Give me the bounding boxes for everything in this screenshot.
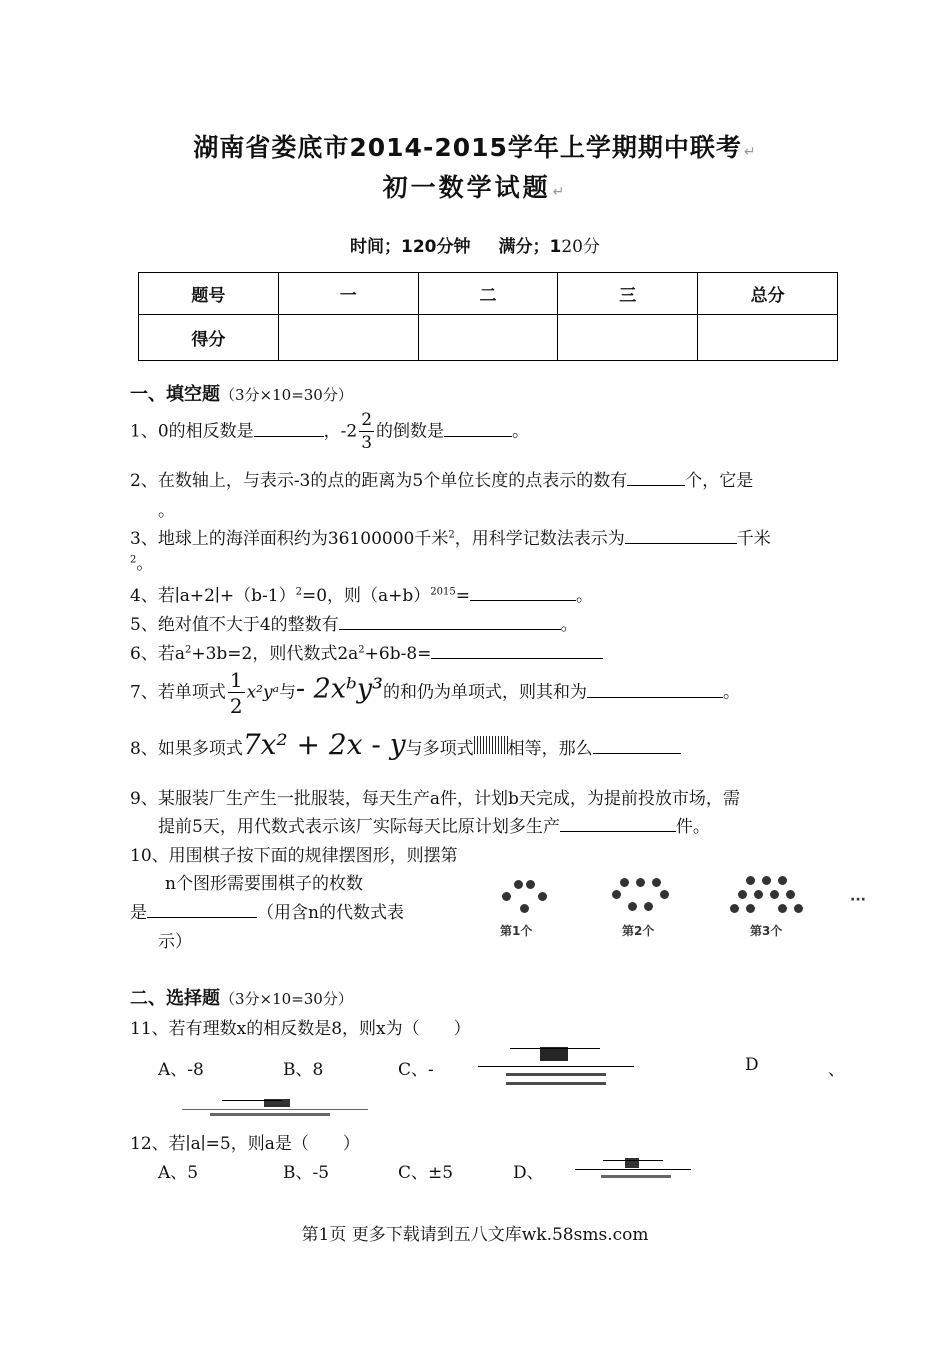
page-footer: 第1页 更多下载请到五八文库wk.58sms.com [301, 1225, 649, 1245]
blurred-formula-image [182, 1096, 368, 1122]
full-score-label: 满分；1 [498, 237, 562, 257]
score-header-cell: 二 [418, 273, 558, 315]
q12-option-a[interactable]: A、5 [158, 1163, 199, 1183]
blurred-formula-image [478, 1044, 634, 1092]
score-header-cell: 题号 [139, 273, 279, 315]
exam-meta [0, 232, 950, 257]
question-10-line4: 示） [158, 932, 192, 952]
ellipsis: ··· [850, 892, 866, 908]
question-1: 1、0的相反数是 ，-2 $\frac{2}{3}$ 的倒数是 。 [130, 410, 530, 453]
question-2-line2: 。 [158, 501, 175, 521]
question-8: 8、如果多项式7x² + 2x - y与多项式 相等，那么 [130, 728, 681, 761]
score-table-score-row [139, 315, 838, 361]
question-9-line2: 提前5天，用代数式表示该厂实际每天比原计划多生产 件。 [158, 817, 710, 837]
question-10: 10、用围棋子按下面的规律摆图形，则摆第 [130, 846, 458, 866]
figure-label: 第3个 [750, 924, 783, 938]
question-10-line3: 是 （用含n的代数式表 [130, 903, 404, 923]
question-7: 7、若单项式 $\frac{1}{2}$ x²yᵃ与- 2xᵇy³的和仍为单项式，则其和为 。 [130, 668, 740, 718]
q12-option-b[interactable]: B、-5 [283, 1163, 330, 1183]
question-5: 5、绝对值不大于4的整数有 。 [130, 615, 578, 635]
q12-option-d[interactable]: D、 [513, 1163, 544, 1183]
time-label: 时间；120分钟 [350, 237, 471, 257]
blurred-formula-image [575, 1156, 691, 1182]
question-6: 6、若$a^2+3b=2$，则代数式$2a^2+6b-8=$ [130, 639, 603, 664]
section1-heading: 一、填空题（3分×10=30分） [130, 384, 353, 405]
score-table-header-row [139, 273, 838, 315]
full-score-rest: 20分 [561, 237, 600, 257]
figure-label: 第2个 [622, 924, 655, 938]
question-10-line2: n个图形需要围棋子的枚数 [165, 874, 363, 894]
question-3-line2: $^2$。 [130, 554, 154, 574]
question-4: 4、若$∣a+2∣+(b-1)^2=0$，则$(a+b)^{2015}=$ 。 [130, 586, 593, 606]
score-cell [558, 315, 698, 361]
q12-option-c[interactable]: C、±5 [398, 1163, 454, 1183]
question-9: 9、某服装厂生产生一批服装，每天生产a件，计划b天完成，为提前投放市场，需 [130, 789, 740, 809]
score-header-cell: 总分 [698, 273, 838, 315]
q11-option-d-separator: 、 [828, 1060, 845, 1080]
score-cell [418, 315, 558, 361]
exam-title-line2: 初一数学试题 ↵ [382, 173, 568, 202]
score-header-cell: 一 [278, 273, 418, 315]
score-table [138, 272, 838, 361]
section2-heading: 二、选择题（3分×10=30分） [130, 988, 353, 1009]
exam-title-line1: 湖南省娄底市2014-2015学年上学期期中联考 ↵ [193, 133, 757, 162]
score-cell [698, 315, 838, 361]
question-3: 3、地球上的海洋面积约为36100000千米$^2$，用科学记数法表示为 千米 [130, 529, 771, 549]
question-11: 11、若有理数x的相反数是8，则x为（ ） [130, 1019, 471, 1039]
q11-option-a[interactable]: A、-8 [158, 1060, 204, 1080]
question-2: 2、在数轴上，与表示-3的点的距离为5个单位长度的点表示的数有 个，它是 [130, 471, 754, 491]
q11-option-c[interactable]: C、- [398, 1060, 434, 1080]
score-cell [278, 315, 418, 361]
score-row-label: 得分 [139, 315, 279, 361]
figure-label: 第1个 [500, 924, 533, 938]
go-stone-pattern-figure [470, 866, 880, 946]
return-mark-icon: ↵ [743, 144, 757, 160]
q11-option-d[interactable]: D [745, 1055, 759, 1075]
score-header-cell: 三 [558, 273, 698, 315]
question-12: 12、若∣a∣=5，则a是（ ） [130, 1134, 360, 1154]
garbled-formula-icon [474, 736, 508, 754]
q11-option-b[interactable]: B、8 [283, 1060, 324, 1080]
return-mark-icon: ↵ [552, 184, 568, 200]
